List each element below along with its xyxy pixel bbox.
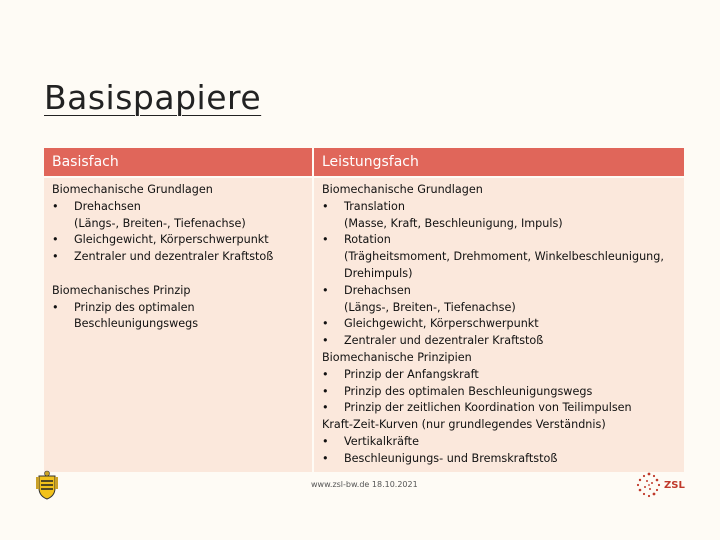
list-item: • Beschleunigungs- und Bremskraftstoß — [322, 451, 678, 468]
bullet-icon: • — [52, 250, 59, 264]
section-heading: Biomechanische Prinzipien — [322, 350, 472, 364]
bullet-icon: • — [322, 451, 329, 465]
section-heading: Biomechanisches Prinzip — [52, 283, 191, 297]
bullet-icon: • — [322, 367, 329, 381]
bullet-icon: • — [52, 233, 59, 247]
table-header-row — [43, 147, 685, 177]
section-heading: Biomechanische Grundlagen — [52, 183, 213, 196]
header-leistungsfach: Leistungsfach — [313, 147, 685, 177]
bullet-icon: • — [322, 384, 329, 398]
comparison-table — [42, 146, 686, 474]
list-item: • Prinzip der Anfangskraft — [322, 367, 678, 384]
bullet-icon: • — [322, 401, 329, 415]
header-basisfach: Basisfach — [43, 147, 313, 177]
list-item: • Vertikalkräfte — [322, 434, 678, 451]
section-heading: Biomechanische Grundlagen — [322, 183, 483, 196]
bullet-icon: • — [322, 199, 329, 213]
slide-title: Basispapiere — [44, 78, 262, 117]
bullet-icon: • — [52, 199, 59, 213]
zsl-logo-text: ZSL — [664, 480, 685, 491]
list-item: • Gleichgewicht, Körperschwerpunkt — [52, 232, 306, 249]
bullet-icon: • — [322, 334, 329, 348]
list-item: • Prinzip des optimalen — [52, 300, 306, 317]
list-item-detail: (Trägheitsmoment, Drehmoment, Winkelbeschleunigung, — [344, 250, 664, 264]
state-crest-icon — [36, 470, 58, 500]
table-row — [43, 177, 685, 473]
list-item-detail: Drehimpuls) — [344, 266, 413, 280]
list-item: • Prinzip des optimalen Beschleunigungswegs — [322, 384, 678, 401]
list-item-detail: (Längs-, Breiten-, Tiefenachse) — [344, 300, 516, 314]
footer-url: www.zsl-bw.de 18.10.2021 — [311, 480, 418, 489]
bullet-icon: • — [322, 317, 329, 331]
bullet-icon: • — [322, 434, 329, 448]
basisfach-cell — [43, 177, 313, 473]
spacer — [52, 266, 306, 283]
leistungsfach-cell — [313, 177, 685, 473]
bullet-icon: • — [322, 283, 329, 297]
list-item: • Rotation — [322, 232, 678, 249]
list-item: • Translation — [322, 199, 678, 216]
list-item-detail: (Masse, Kraft, Beschleunigung, Impuls) — [344, 216, 563, 230]
list-item: • Gleichgewicht, Körperschwerpunkt — [322, 316, 678, 333]
list-item: • Zentraler und dezentraler Kraftstoß — [52, 249, 306, 266]
section-heading: Kraft-Zeit-Kurven (nur grundlegendes Verständnis) — [322, 418, 606, 432]
list-item: • Drehachsen — [322, 283, 678, 300]
list-item: • Prinzip der zeitlichen Koordination von Teilimpulsen — [322, 400, 678, 417]
list-item-detail: Beschleunigungswegs — [74, 317, 199, 331]
bullet-icon: • — [322, 233, 329, 247]
list-item-detail: (Längs-, Breiten-, Tiefenachse) — [74, 216, 246, 230]
bullet-icon: • — [52, 300, 59, 314]
list-item: • Drehachsen — [52, 199, 306, 216]
list-item: • Zentraler und dezentraler Kraftstoß — [322, 333, 678, 350]
